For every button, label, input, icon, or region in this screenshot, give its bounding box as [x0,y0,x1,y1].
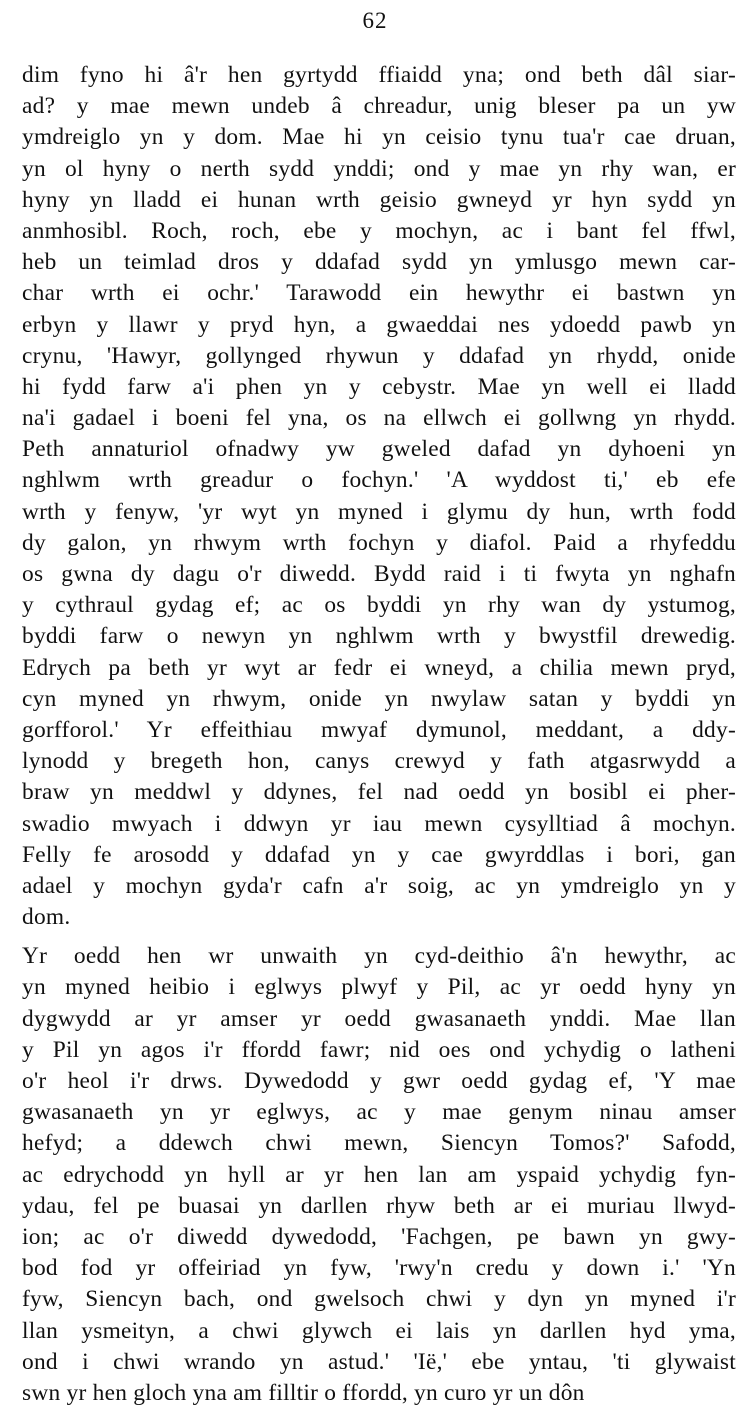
text-line: braw yn meddwl y ddynes, fel nad oedd yn bosibl ei pher- [22,779,736,806]
text-line: dim fyno hi â'r hen gyrtydd ffiaidd yna; ond beth dâl siar- [22,62,736,88]
page-number: 62 [362,8,388,33]
text-line: adael y mochyn gyda'r cafn a'r soig, ac yn ymdreiglo yn y [22,872,736,899]
text-line: ymdreiglo yn y dom. Mae hi yn ceisio tynu tua'r cae druan, [22,124,736,151]
text-line: Peth annaturiol ofnadwy yw gweled dafad yn dyhoeni yn [22,436,736,463]
text-line: y Pil yn agos i'r ffordd fawr; nid oes ond ychydig o latheni [22,1036,736,1063]
text-line: na'i gadael i boeni fel yna, os na ellwch ei gollwng yn rhydd. [22,405,736,432]
text-line: yn myned heibio i eglwys plwyf y Pil, ac yr oedd hyny yn [22,974,736,1001]
text-line: heb un teimlad dros y ddafad sydd yn ymlusgo mewn car- [22,249,736,276]
text-line: hefyd; a ddewch chwi mewn, Siencyn Tomos?' Safodd, [22,1130,736,1157]
text-line: ion; ac o'r diwedd dywedodd, 'Fachgen, pe bawn yn gwy- [22,1223,736,1250]
text-line: ond i chwi wrando yn astud.' 'Ië,' ebe yntau, 'ti glywaist [22,1348,736,1375]
text-line: gwasanaeth yn yr eglwys, ac y mae genym ninau amser [22,1099,736,1126]
text-line: lynodd y bregeth hon, canys crewyd y fath atgasrwydd a [22,748,736,775]
text-line: yn ol hyny o nerth sydd ynddi; ond y mae yn rhy wan, er [22,155,736,182]
text-line: os gwna dy dagu o'r diwedd. Bydd raid i ti fwyta yn nghafn [22,561,736,587]
text-line: wrth y fenyw, 'yr wyt yn myned i glymu dy hun, wrth fodd [22,498,736,525]
text-line: cyn myned yn rhwym, onide yn nwylaw satan y byddi yn [22,685,736,712]
text-line: ac edrychodd yn hyll ar yr hen lan am yspaid ychydig fyn- [22,1161,736,1188]
text-line: char wrth ei ochr.' Tarawodd ein hewythr ei bastwn yn [22,280,736,307]
text-line: fyw, Siencyn bach, ond gwelsoch chwi y dyn yn myned i'r [22,1286,736,1313]
text-line: swadio mwyach i ddwyn yr iau mewn cysylltiad â mochyn. [22,810,736,837]
text-line: byddi farw o newyn yn nghlwm wrth y bwystfil drewedig. [22,623,736,650]
text-line: dy galon, yn rhwym wrth fochyn y diafol. Paid a rhyfeddu [22,529,736,556]
paragraph [22,941,736,1409]
text-line: hi fydd farw a'i phen yn y cebystr. Mae yn well ei lladd [22,373,736,400]
body-text [22,60,736,1409]
text-line: nghlwm wrth greadur o fochyn.' 'A wyddost ti,' eb efe [22,467,736,494]
paragraph-gap [22,933,736,941]
text-line: Yr oedd hen wr unwaith yn cyd-deithio â'n hewythr, ac [22,943,736,970]
paragraph [22,60,736,933]
text-line: ydau, fel pe buasai yn darllen rhyw beth ar ei muriau llwyd- [22,1192,736,1219]
text-line: o'r heol i'r drws. Dywedodd y gwr oedd gydag ef, 'Y mae [22,1068,736,1094]
text-line: Edrych pa beth yr wyt ar fedr ei wneyd, a chilia mewn pryd, [22,654,736,681]
text-line: Felly fe arosodd y ddafad yn y cae gwyrddlas i bori, gan [22,841,736,868]
text-line: gorfforol.' Yr effeithiau mwyaf dymunol, meddant, a ddy- [22,716,736,743]
text-line: swn yr hen gloch yna am filltir o ffordd, yn curo yr un dôn [22,1379,585,1406]
text-line: llan ysmeityn, a chwi glywch ei lais yn darllen hyd yma, [22,1317,736,1344]
text-line: anmhosibl. Roch, roch, ebe y mochyn, ac i bant fel ffwl, [22,217,736,244]
text-line: erbyn y llawr y pryd hyn, a gwaeddai nes ydoedd pawb yn [22,311,736,338]
text-line: dom. [22,904,71,931]
text-line: ad? y mae mewn undeb â chreadur, unig bleser pa un yw [22,93,736,120]
text-line: bod fod yr offeiriad yn fyw, 'rwy'n credu y down i.' 'Yn [22,1255,736,1282]
text-line: hyny yn lladd ei hunan wrth geisio gwneyd yr hyn sydd yn [22,186,736,213]
text-line: dygwydd ar yr amser yr oedd gwasanaeth ynddi. Mae llan [22,1005,736,1032]
text-line: crynu, 'Hawyr, gollynged rhywun y ddafad yn rhydd, onide [22,342,736,369]
text-line: y cythraul gydag ef; ac os byddi yn rhy wan dy ystumog, [22,592,736,619]
